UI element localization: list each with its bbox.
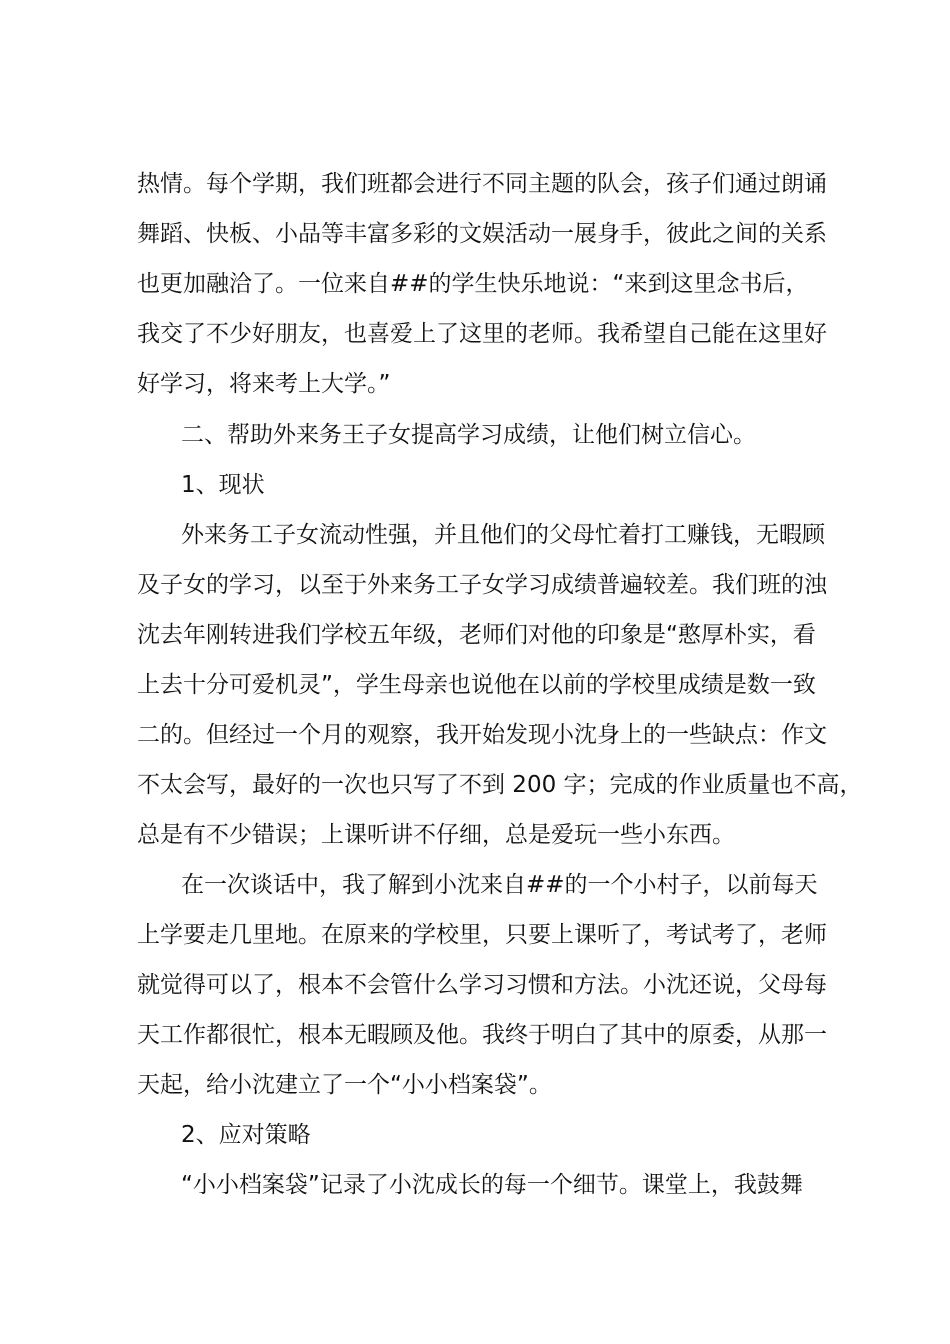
text-line: 二的。但经过一个月的观察，我开始发现小沈身上的一些缺点：作文: [137, 722, 827, 748]
text-line: 上学要走几里地。在原来的学校里，只要上课听了，考试考了，老师: [137, 922, 827, 948]
subsection-heading: 1、现状: [181, 472, 265, 498]
subsection-heading: 2、应对策略: [181, 1122, 311, 1148]
text-line: 热情。每个学期，我们班都会进行不同主题的队会，孩子们通过朗诵: [137, 171, 827, 197]
text-line: 也更加融洽了。一位来自##的学生快乐地说：“来到这里念书后，: [137, 271, 809, 297]
text-line: 在一次谈话中，我了解到小沈来自##的一个小村子，以前每天: [181, 872, 818, 898]
text-line: 舞蹈、快板、小品等丰富多彩的文娱活动一展身手，彼此之间的关系: [137, 221, 827, 247]
text-line: 天工作都很忙，根本无暇顾及他。我终于明白了其中的原委，从那一: [137, 1022, 827, 1048]
text-line: “小小档案袋”记录了小沈成长的每一个细节。课堂上，我鼓舞: [181, 1172, 803, 1198]
section-heading: 二、帮助外来务王子女提高学习成绩，让他们树立信心。: [181, 422, 756, 448]
text-line: 上去十分可爱机灵”，学生母亲也说他在以前的学校里成绩是数一致: [137, 672, 816, 698]
text-line: 外来务工子女流动性强，并且他们的父母忙着打工赚钱，无暇顾: [181, 522, 825, 548]
text-line: 就觉得可以了，根本不会管什么学习习惯和方法。小沈还说，父母每: [137, 972, 827, 998]
text-line: 总是有不少错误；上课听讲不仔细，总是爱玩一些小东西。: [137, 822, 735, 848]
text-line: 我交了不少好朋友，也喜爱上了这里的老师。我希望自己能在这里好: [137, 321, 827, 347]
text-line: 好学习，将来考上大学。”: [137, 371, 391, 397]
text-line: 及子女的学习，以至于外来务工子女学习成绩普遍较差。我们班的浊: [137, 572, 827, 598]
text-line: 天起，给小沈建立了一个“小小档案袋”。: [137, 1072, 552, 1098]
text-line: 不太会写，最好的一次也只写了不到 200 字；完成的作业质量也不高，: [137, 772, 863, 798]
text-line: 沈去年刚转进我们学校五年级，老师们对他的印象是“憨厚朴实，看: [137, 622, 816, 648]
